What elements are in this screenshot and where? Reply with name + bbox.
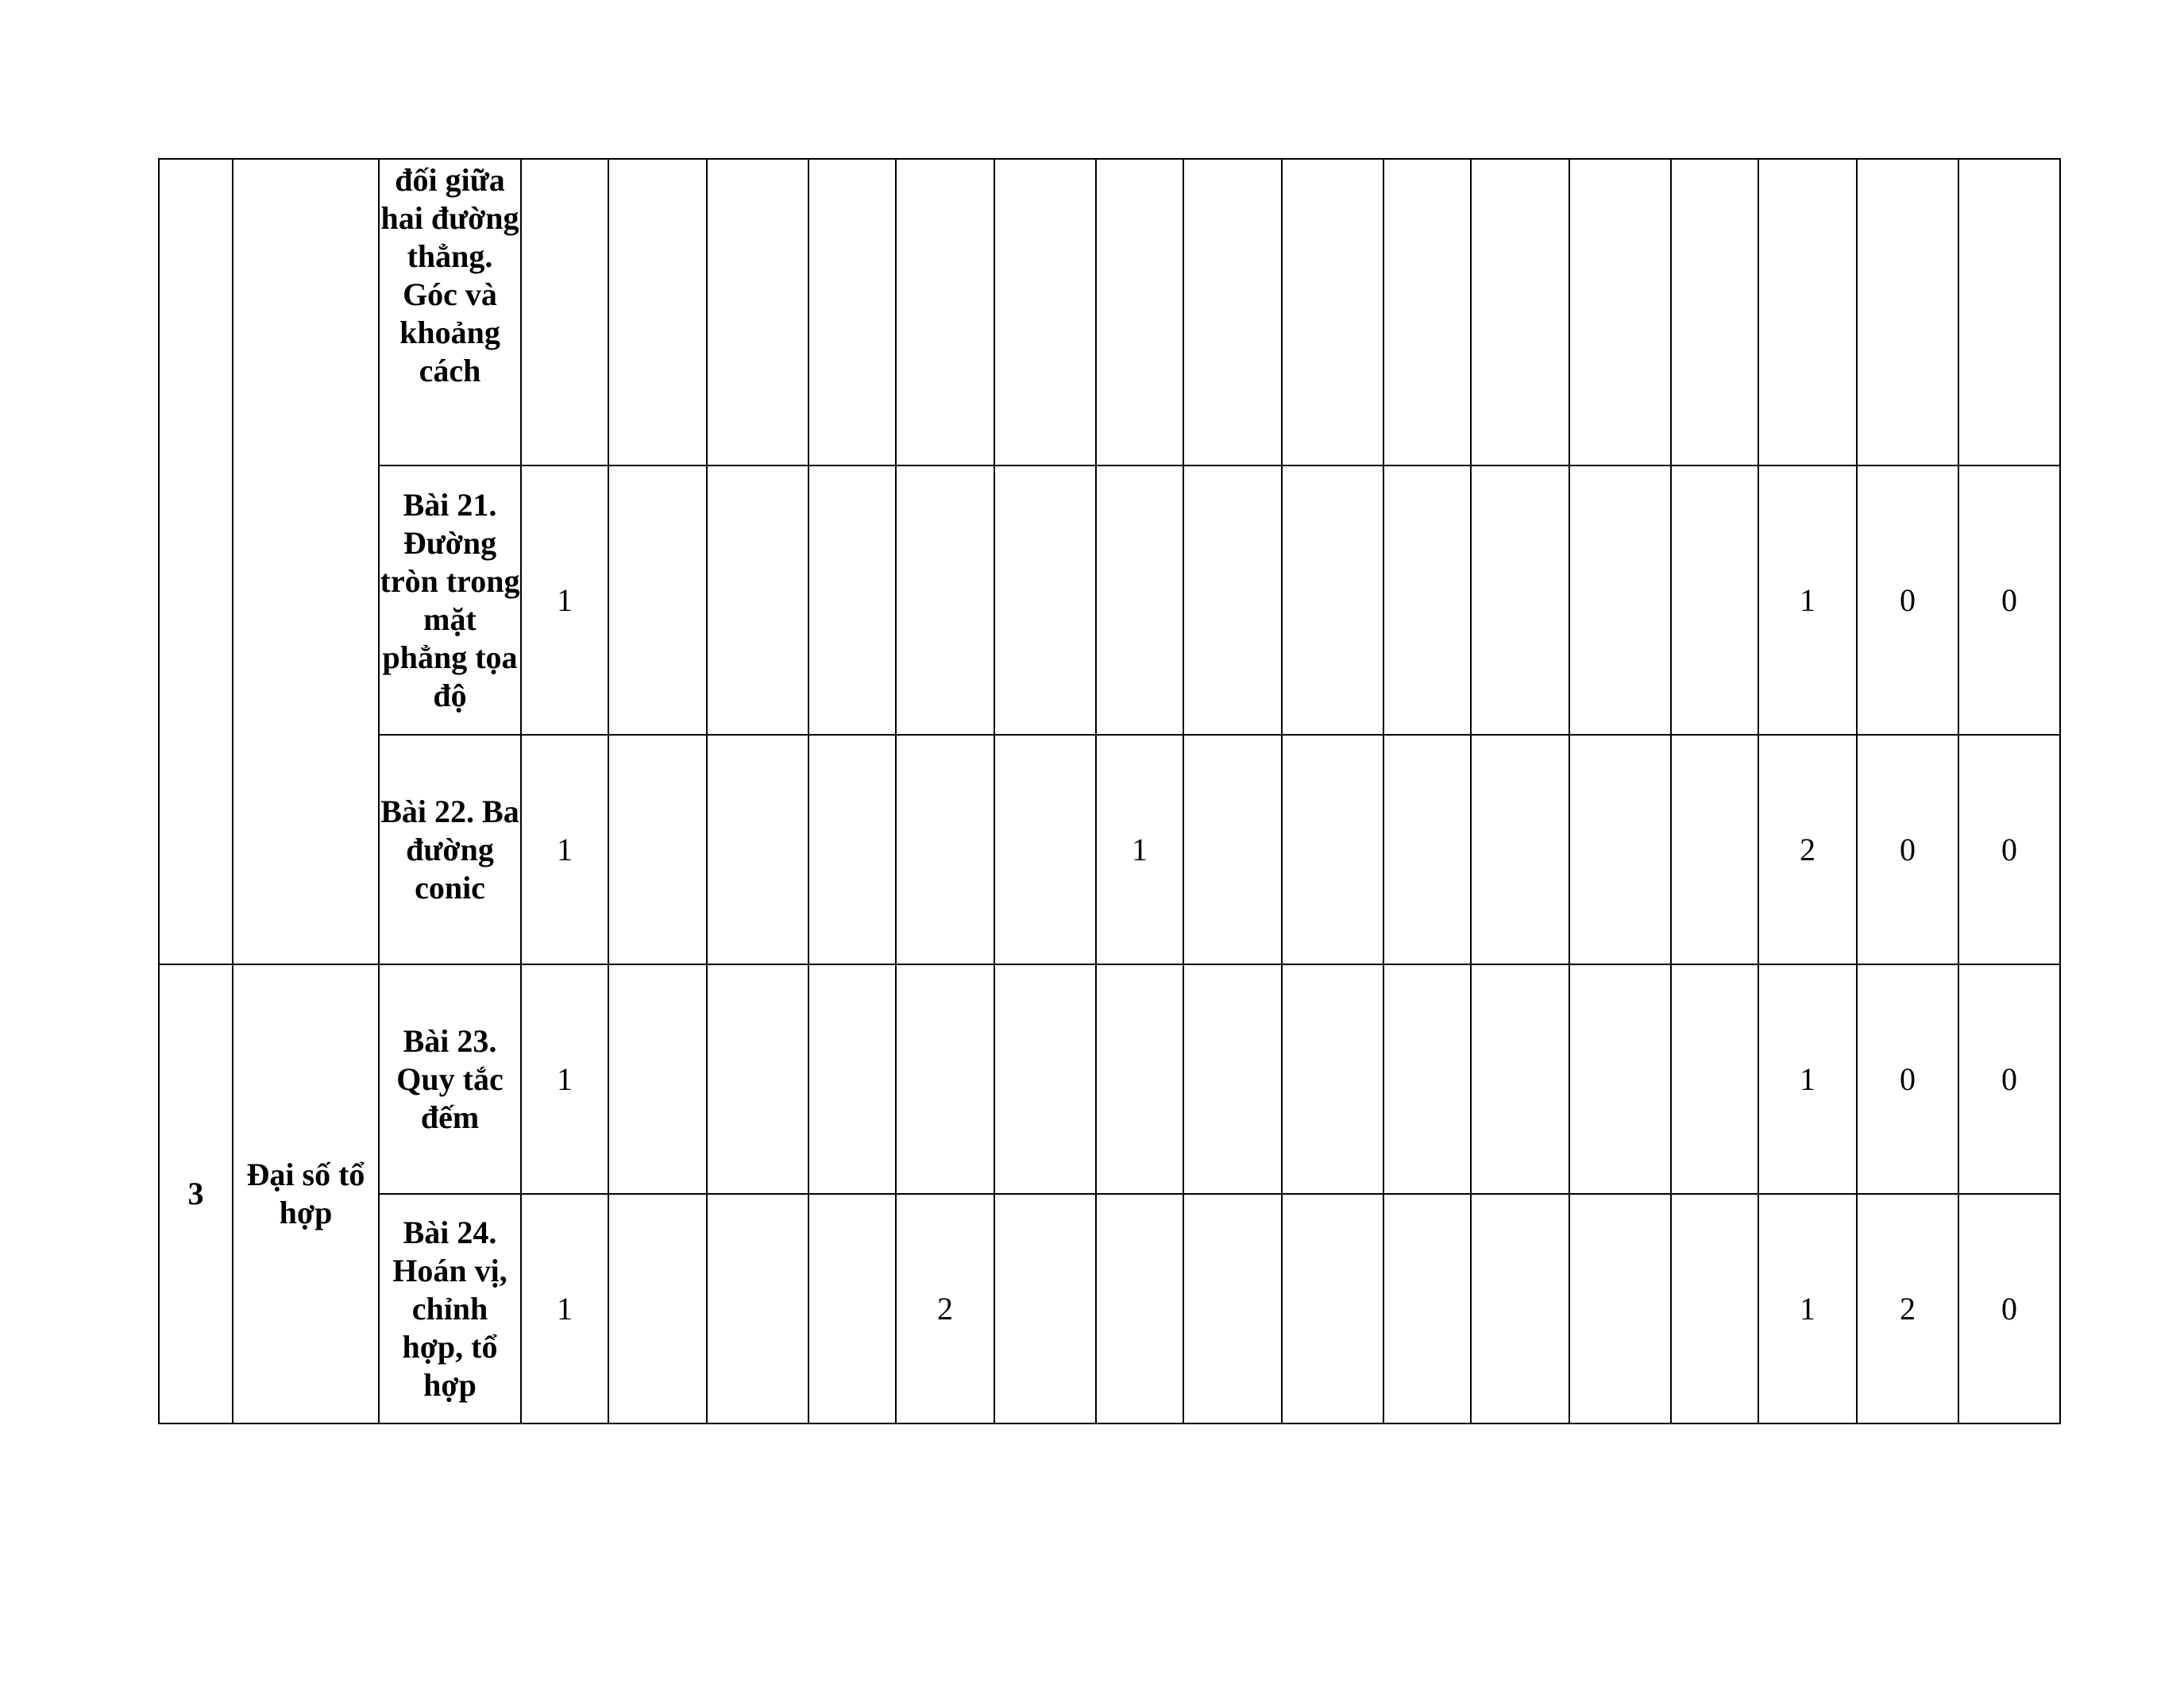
total-cell: 2: [1857, 1194, 1958, 1423]
count-cell: [1569, 1194, 1671, 1423]
total-cell: [1958, 159, 2060, 465]
total-cell: 1: [1758, 465, 1857, 735]
count-cell: [1183, 465, 1282, 735]
lesson-cell: Bài 21. Đường tròn trong mặt phẳng tọa độ: [379, 465, 521, 735]
topic-cell: Đại số tổ hợp: [233, 964, 379, 1423]
table-row: [159, 465, 2060, 735]
count-cell: [1471, 159, 1569, 465]
count-cell: [994, 1194, 1096, 1423]
count-cell: [608, 159, 707, 465]
count-cell: [808, 159, 896, 465]
count-cell: [896, 964, 994, 1194]
lesson-cell: Bài 23. Quy tắc đếm: [379, 964, 521, 1194]
count-cell: [1671, 964, 1758, 1194]
count-cell: [1183, 1194, 1282, 1423]
count-cell: [1569, 159, 1671, 465]
total-cell: [1857, 159, 1958, 465]
topic-cell: [233, 159, 379, 964]
total-cell: 1: [1758, 1194, 1857, 1423]
table-row: [159, 159, 2060, 465]
count-cell: 1: [521, 964, 608, 1194]
count-cell: [707, 735, 808, 964]
count-cell: [1282, 1194, 1383, 1423]
count-cell: [1471, 465, 1569, 735]
count-cell: [896, 735, 994, 964]
count-cell: [1096, 964, 1183, 1194]
count-cell: [1383, 1194, 1471, 1423]
count-cell: [1671, 735, 1758, 964]
count-cell: [521, 159, 608, 465]
table-row: [159, 735, 2060, 964]
count-cell: [1282, 159, 1383, 465]
count-cell: [608, 964, 707, 1194]
count-cell: [1183, 735, 1282, 964]
count-cell: [1569, 735, 1671, 964]
count-cell: [707, 964, 808, 1194]
count-cell: [608, 735, 707, 964]
total-cell: 0: [1857, 465, 1958, 735]
count-cell: [1471, 964, 1569, 1194]
count-cell: [1569, 465, 1671, 735]
table-row: [159, 964, 2060, 1194]
count-cell: [1096, 1194, 1183, 1423]
count-cell: [1282, 964, 1383, 1194]
count-cell: 1: [521, 1194, 608, 1423]
count-cell: [1383, 735, 1471, 964]
count-cell: [1471, 1194, 1569, 1423]
stt-cell: [159, 159, 233, 964]
count-cell: [707, 1194, 808, 1423]
table-row: [159, 1194, 2060, 1423]
total-cell: 0: [1958, 465, 2060, 735]
count-cell: [994, 964, 1096, 1194]
count-cell: [707, 159, 808, 465]
count-cell: [608, 1194, 707, 1423]
count-cell: [707, 465, 808, 735]
count-cell: [994, 159, 1096, 465]
stt-cell: 3: [159, 964, 233, 1423]
count-cell: [994, 735, 1096, 964]
lesson-cell: Bài 24. Hoán vị, chỉnh hợp, tổ hợp: [379, 1194, 521, 1423]
count-cell: [994, 465, 1096, 735]
total-cell: 0: [1958, 735, 2060, 964]
count-cell: [1383, 159, 1471, 465]
count-cell: [1096, 159, 1183, 465]
count-cell: [808, 1194, 896, 1423]
count-cell: [1671, 159, 1758, 465]
count-cell: [1671, 465, 1758, 735]
count-cell: 1: [521, 465, 608, 735]
total-cell: 0: [1958, 964, 2060, 1194]
count-cell: [608, 465, 707, 735]
total-cell: 0: [1857, 735, 1958, 964]
lesson-cell: Bài 22. Ba đường conic: [379, 735, 521, 964]
count-cell: [1383, 964, 1471, 1194]
count-cell: [808, 964, 896, 1194]
count-cell: [808, 465, 896, 735]
count-cell: [1282, 465, 1383, 735]
count-cell: [1383, 465, 1471, 735]
lesson-cell: đối giữa hai đường thẳng. Góc và khoảng cách: [379, 159, 521, 465]
count-cell: [1183, 159, 1282, 465]
total-cell: 1: [1758, 964, 1857, 1194]
count-cell: [808, 735, 896, 964]
count-cell: [1096, 465, 1183, 735]
total-cell: [1758, 159, 1857, 465]
count-cell: 1: [521, 735, 608, 964]
count-cell: [1671, 1194, 1758, 1423]
total-cell: 0: [1958, 1194, 2060, 1423]
count-cell: 1: [1096, 735, 1183, 964]
count-cell: [1569, 964, 1671, 1194]
count-cell: [1183, 964, 1282, 1194]
count-cell: 2: [896, 1194, 994, 1423]
count-cell: [896, 465, 994, 735]
count-cell: [1471, 735, 1569, 964]
count-cell: [1282, 735, 1383, 964]
total-cell: 0: [1857, 964, 1958, 1194]
assessment-matrix-table: [158, 158, 2061, 1424]
total-cell: 2: [1758, 735, 1857, 964]
count-cell: [896, 159, 994, 465]
